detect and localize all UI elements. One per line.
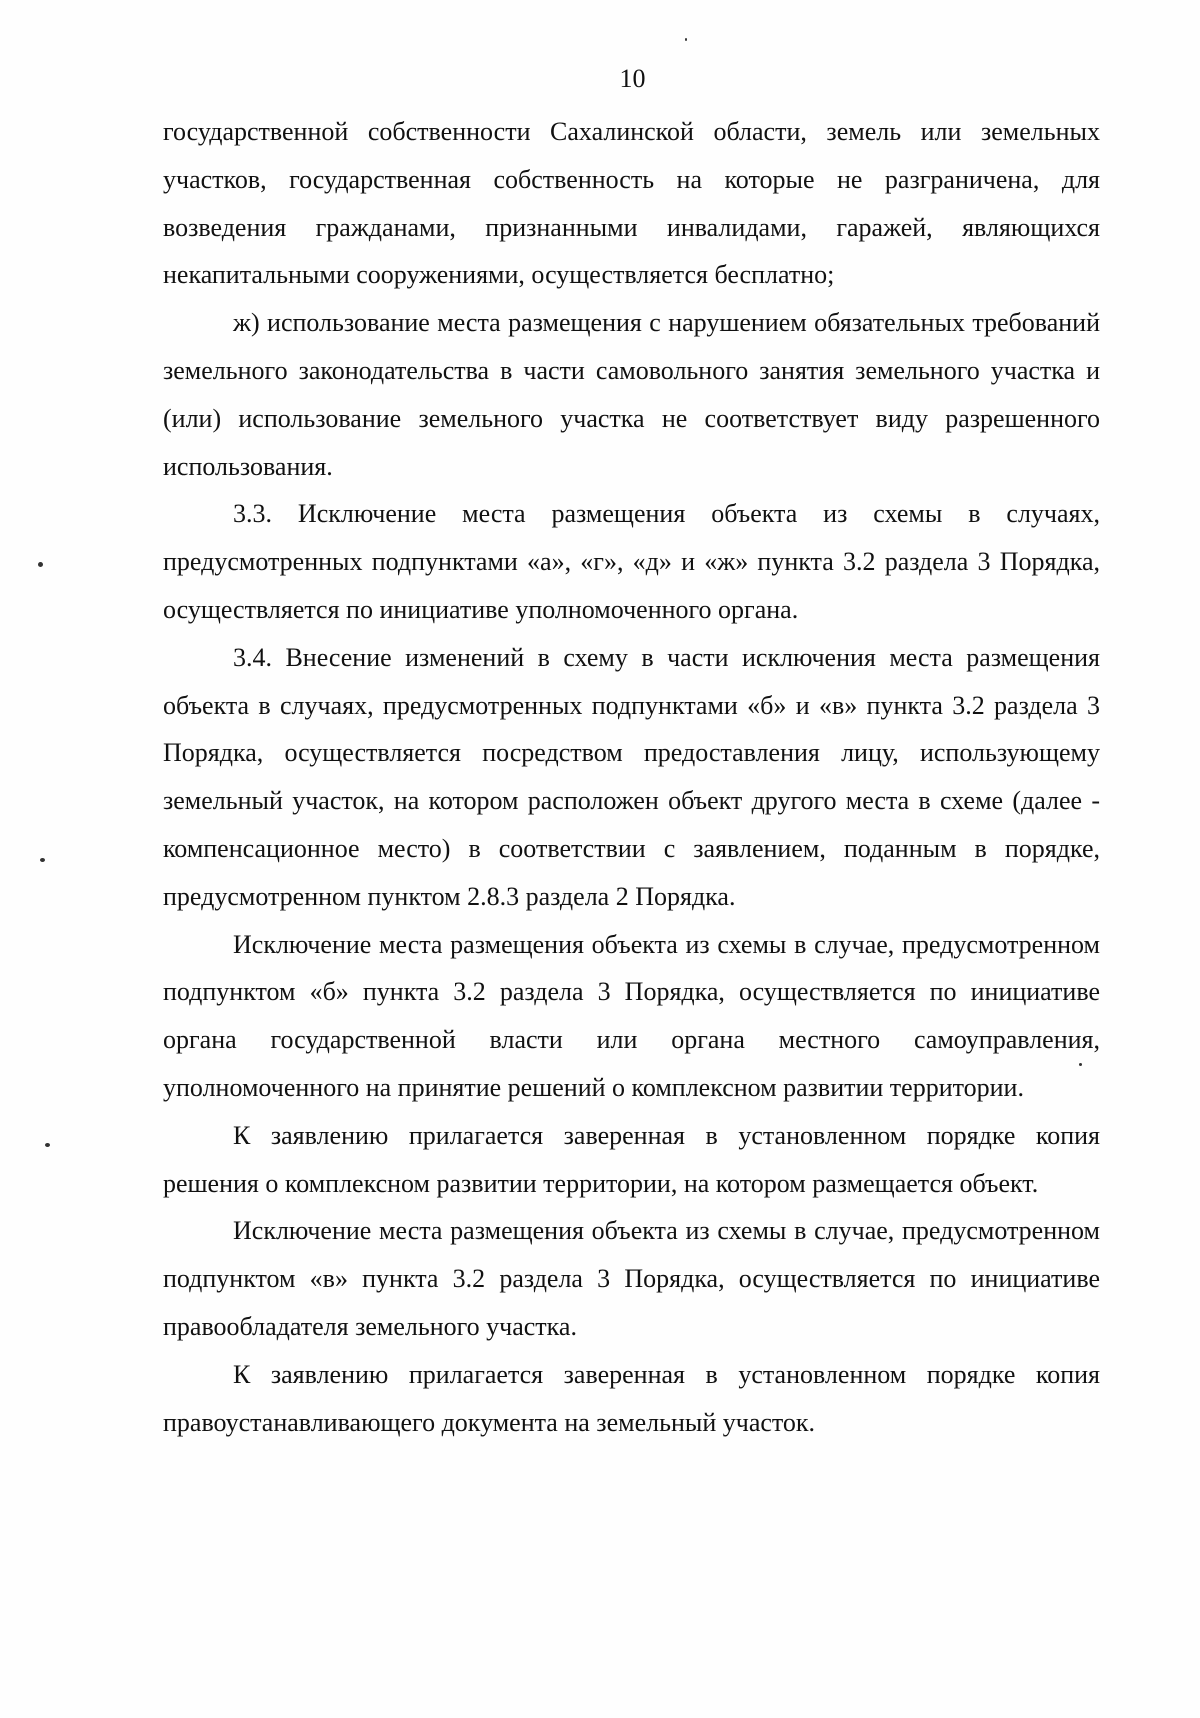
paragraph-3-3: 3.3. Исключение места размещения объекта из схемы в случаях, предусмотренных подпунктами «а», «г», «д» и «ж» пункта 3.2 раздела 3 Порядка, осуществляется по инициативе уполномоченного органа.: [163, 499, 1100, 624]
scan-speck: [40, 858, 45, 862]
paragraph-exclusion-v: Исключение места размещения объекта из схемы в случае, предусмотренном подпунктом «в» пункта 3.2 раздела 3 Порядка, осуществляется по инициативе правообладателя земельного участка.: [163, 1216, 1100, 1341]
paragraph-continuation: государственной собственности Сахалинской области, земель или земельных участков, государственная собственность на которые не разграничена, для возведения гражданами, признанными инвалидами, гаражей, являющихся некапитальными сооружениями, осуществляется бесплатно;: [163, 117, 1100, 290]
paragraph-item-zh: ж) использование места размещения с нарушением обязательных требований земельного законодательства в части самовольного занятия земельного участка и (или) использование земельного участка не соответствует виду разрешенного использования.: [163, 308, 1100, 481]
scan-speck: [1079, 1063, 1082, 1066]
scan-speck: [685, 38, 687, 41]
paragraph-attachment-v: К заявлению прилагается заверенная в установленном порядке копия правоустанавливающего документа на земельный участок.: [163, 1359, 1100, 1437]
scan-speck: [45, 1143, 50, 1147]
document-body: [163, 108, 1100, 1446]
paragraph-3-4: 3.4. Внесение изменений в схему в части исключения места размещения объекта в случаях, предусмотренных подпунктами «б» и «в» пункта 3.2 раздела 3 Порядка, осуществляется посредством предоставления лицу, использующему земельный участок, на котором расположен объект другого места в схеме (далее - компенсационное место) в соответствии с заявлением, поданным в порядке, предусмотренном пунктом 2.8.3 раздела 2 Порядка.: [163, 642, 1100, 911]
paragraph-attachment-b: К заявлению прилагается заверенная в установленном порядке копия решения о комплексном развитии территории, на котором размещается объект.: [163, 1120, 1100, 1198]
paragraph-exclusion-b: Исключение места размещения объекта из схемы в случае, предусмотренном подпунктом «б» пункта 3.2 раздела 3 Порядка, осуществляется по инициативе органа государственной власти или органа местного самоуправления, уполномоченного на принятие решений о комплексном развитии территории.: [163, 929, 1100, 1102]
scan-speck: [38, 562, 43, 567]
page-number: 10: [619, 64, 646, 93]
